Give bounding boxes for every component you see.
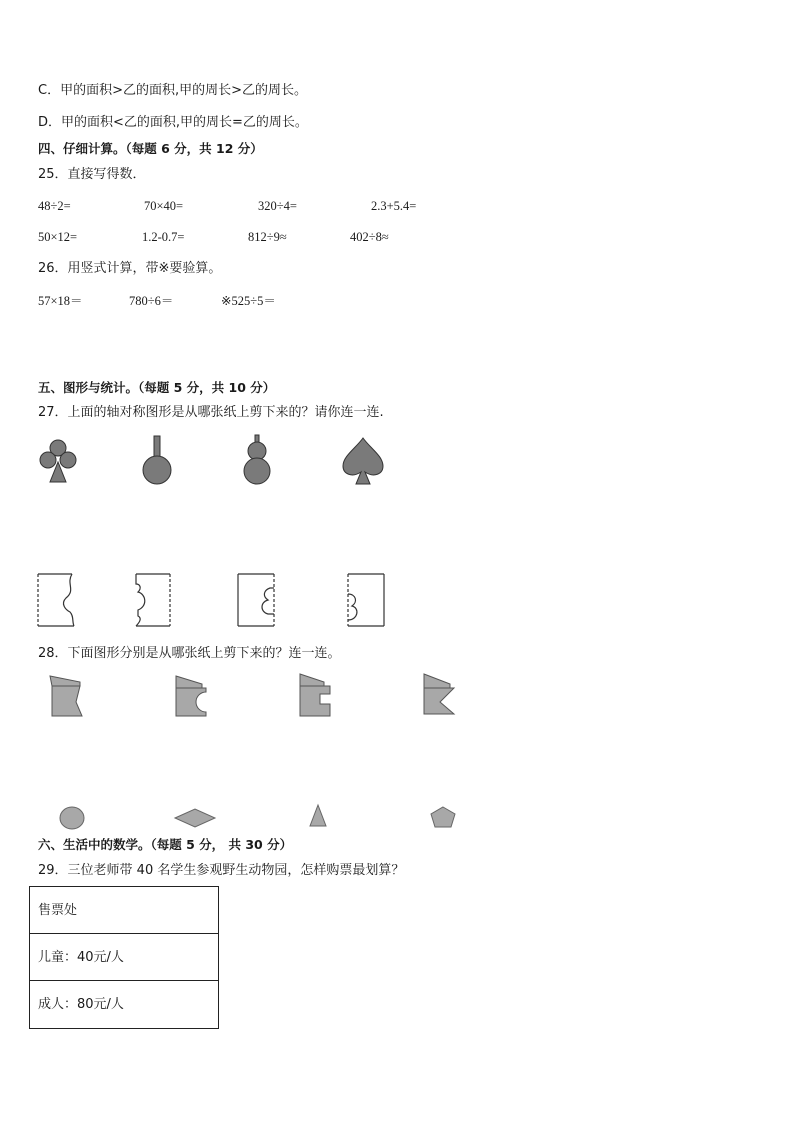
question-28: 28．下面图形分别是从哪张纸上剪下来的？连一连。 <box>38 646 341 661</box>
question-29: 29．三位老师带 40 名学生参观野生动物园，怎样购票最划算？ <box>38 863 405 878</box>
lollipop-icon <box>140 434 174 486</box>
ticket-child-price: 儿童：40元/人 <box>30 934 218 981</box>
section-6-title: 六、生活中的数学。（每题 5 分， 共 30 分） <box>38 837 293 852</box>
ticket-office-table <box>29 886 219 1029</box>
triangle-icon <box>309 804 327 828</box>
ticket-header: 售票处 <box>30 887 218 934</box>
section-5-title: 五、图形与统计。（每题 5 分，共 10 分） <box>38 380 276 395</box>
calc-item: 50×12= <box>38 230 78 244</box>
folded-paper-d <box>344 572 388 628</box>
cut-paper-d <box>420 672 460 720</box>
folded-paper-c <box>234 572 278 628</box>
calc-item: 70×40= <box>144 199 184 213</box>
cut-paper-c <box>296 672 336 720</box>
calc-item: ※525÷5＝ <box>221 294 276 308</box>
pentagon-icon <box>430 806 456 828</box>
club-icon <box>36 438 80 484</box>
cut-paper-a <box>46 672 86 720</box>
ticket-adult-price: 成人：80元/人 <box>38 997 124 1012</box>
folded-paper-b <box>130 572 174 628</box>
option-c: C．甲的面积>乙的面积,甲的周长>乙的周长。 <box>38 83 307 98</box>
question-27: 27．上面的轴对称图形是从哪张纸上剪下来的？请你连一连. <box>38 405 384 420</box>
diamond-icon <box>174 808 216 828</box>
calc-item: 402÷8≈ <box>350 230 389 244</box>
circle-icon <box>58 804 86 832</box>
calc-item: 1.2-0.7= <box>142 230 185 244</box>
spade-icon <box>340 436 386 486</box>
calc-item: 48÷2= <box>38 199 71 213</box>
option-d: D．甲的面积<乙的面积,甲的周长=乙的周长。 <box>38 115 308 130</box>
question-26: 26．用竖式计算，带※要验算。 <box>38 261 222 276</box>
question-25: 25．直接写得数． <box>38 167 146 182</box>
gourd-icon <box>242 434 272 486</box>
calc-item: 57×18＝ <box>38 294 83 308</box>
calc-item: 320÷4= <box>258 199 297 213</box>
calc-item: 780÷6＝ <box>129 294 174 308</box>
calc-item: 812÷9≈ <box>248 230 287 244</box>
section-4-title: 四、仔细计算。（每题 6 分，共 12 分） <box>38 141 263 156</box>
calc-item: 2.3+5.4= <box>371 199 417 213</box>
cut-paper-b <box>172 672 212 720</box>
folded-paper-a <box>36 572 80 628</box>
